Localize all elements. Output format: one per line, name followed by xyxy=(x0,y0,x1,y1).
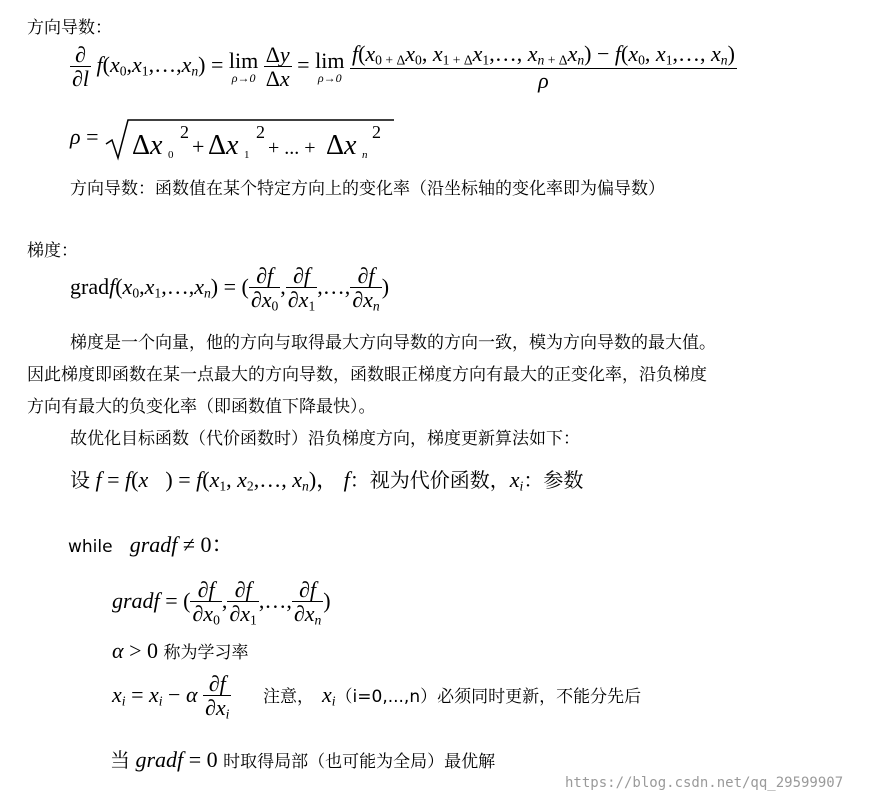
text-gradient-description-2: 因此梯度即函数在某一点最大的方向导数，函数眼正梯度方向有最大的正变化率，沿负梯度 xyxy=(27,365,707,385)
svg-text:+ ... +: + ... + xyxy=(267,137,316,159)
text-gradient-description-1: 梯度是一个向量，他的方向与取得最大方向导数的方向一致，模为方向导数的最大值。 xyxy=(70,333,716,353)
formula-gradient: $gradf(x_0,x_1,\dots,x_n)$ = ( $\frac{\partial f}{\partial x_0}$ , $\frac{\partial f}{\partial x_1}$ ,…, $\frac{\partial f}{\partial x_n}$ ) xyxy=(70,263,390,314)
svg-text:Δx: Δx xyxy=(131,130,163,161)
svg-text:2: 2 xyxy=(179,122,189,142)
svg-text:Δx: Δx xyxy=(325,130,357,161)
formula-directional-derivative: $\frac{\partial}{\partial l}$ $f(x_0,x_1,\dots,x_n)$ = lim ρ→0 $\frac{\Delta y}{\Delta x}$ = lim ρ→0 $\frac{f(x_{0 + \Delta}x_0, x_{1 + \Delta}x_1,\dots, x_n _{+ \Delta}x_n) - f(x_0, x_1,\dots, x_n)}{\rho}$ xyxy=(72,41,735,93)
watermark-url: https://blog.csdn.net/qq_29599907 xyxy=(565,775,844,791)
text-optimization-intro: 故优化目标函数（代价函数时）沿负梯度方向，梯度更新算法如下： xyxy=(70,429,580,449)
formula-learning-rate: α > 0 称为学习率 xyxy=(112,638,249,663)
svg-text:2: 2 xyxy=(371,122,381,142)
formula-end-condition: 当 gradf = 0 时取得局部（也可能为全局）最优解 xyxy=(110,747,496,772)
svg-text:1: 1 xyxy=(243,149,250,161)
heading-gradient: 梯度： xyxy=(27,241,78,261)
formula-rho: ρ = Δx 0 2 + Δx 1 2 + ... + Δx n 2 xyxy=(70,116,394,162)
svg-text:Δx: Δx xyxy=(207,130,239,161)
sqrt-symbol xyxy=(104,116,394,162)
svg-text:0: 0 xyxy=(167,149,174,161)
heading-directional-derivative: 方向导数： xyxy=(27,18,112,38)
svg-text:n: n xyxy=(361,149,368,161)
formula-while: while gradf ≠ 0： xyxy=(68,532,234,557)
formula-update-rule: $x_i = x_i - \alpha$ $\frac{\partial f}{\partial x_i}$ 注意， $x_i(i=0,...,n)$必须同时更新，不能分先后 xyxy=(112,671,642,722)
formula-gradient-update: gradf = ( $\frac{\partial f}{\partial x_0}$ , $\frac{\partial f}{\partial x_1}$ ,…, $\frac{\partial f}{\partial x_n}$ ) xyxy=(112,577,331,628)
while-keyword: while xyxy=(68,537,113,557)
svg-text:+: + xyxy=(191,134,205,159)
text-directional-description: 方向导数：函数值在某个特定方向上的变化率（沿坐标轴的变化率即为偏导数） xyxy=(70,179,665,199)
formula-setup: 设 f = f(x⃗) = $f(x_1$, $x_2,\dots$, $x_n$)， f：视为代价函数，$x_i$：参数 xyxy=(70,467,584,494)
svg-text:2: 2 xyxy=(255,122,265,142)
text-gradient-description-3: 方向有最大的负变化率（即函数值下降最快）。 xyxy=(27,397,376,417)
